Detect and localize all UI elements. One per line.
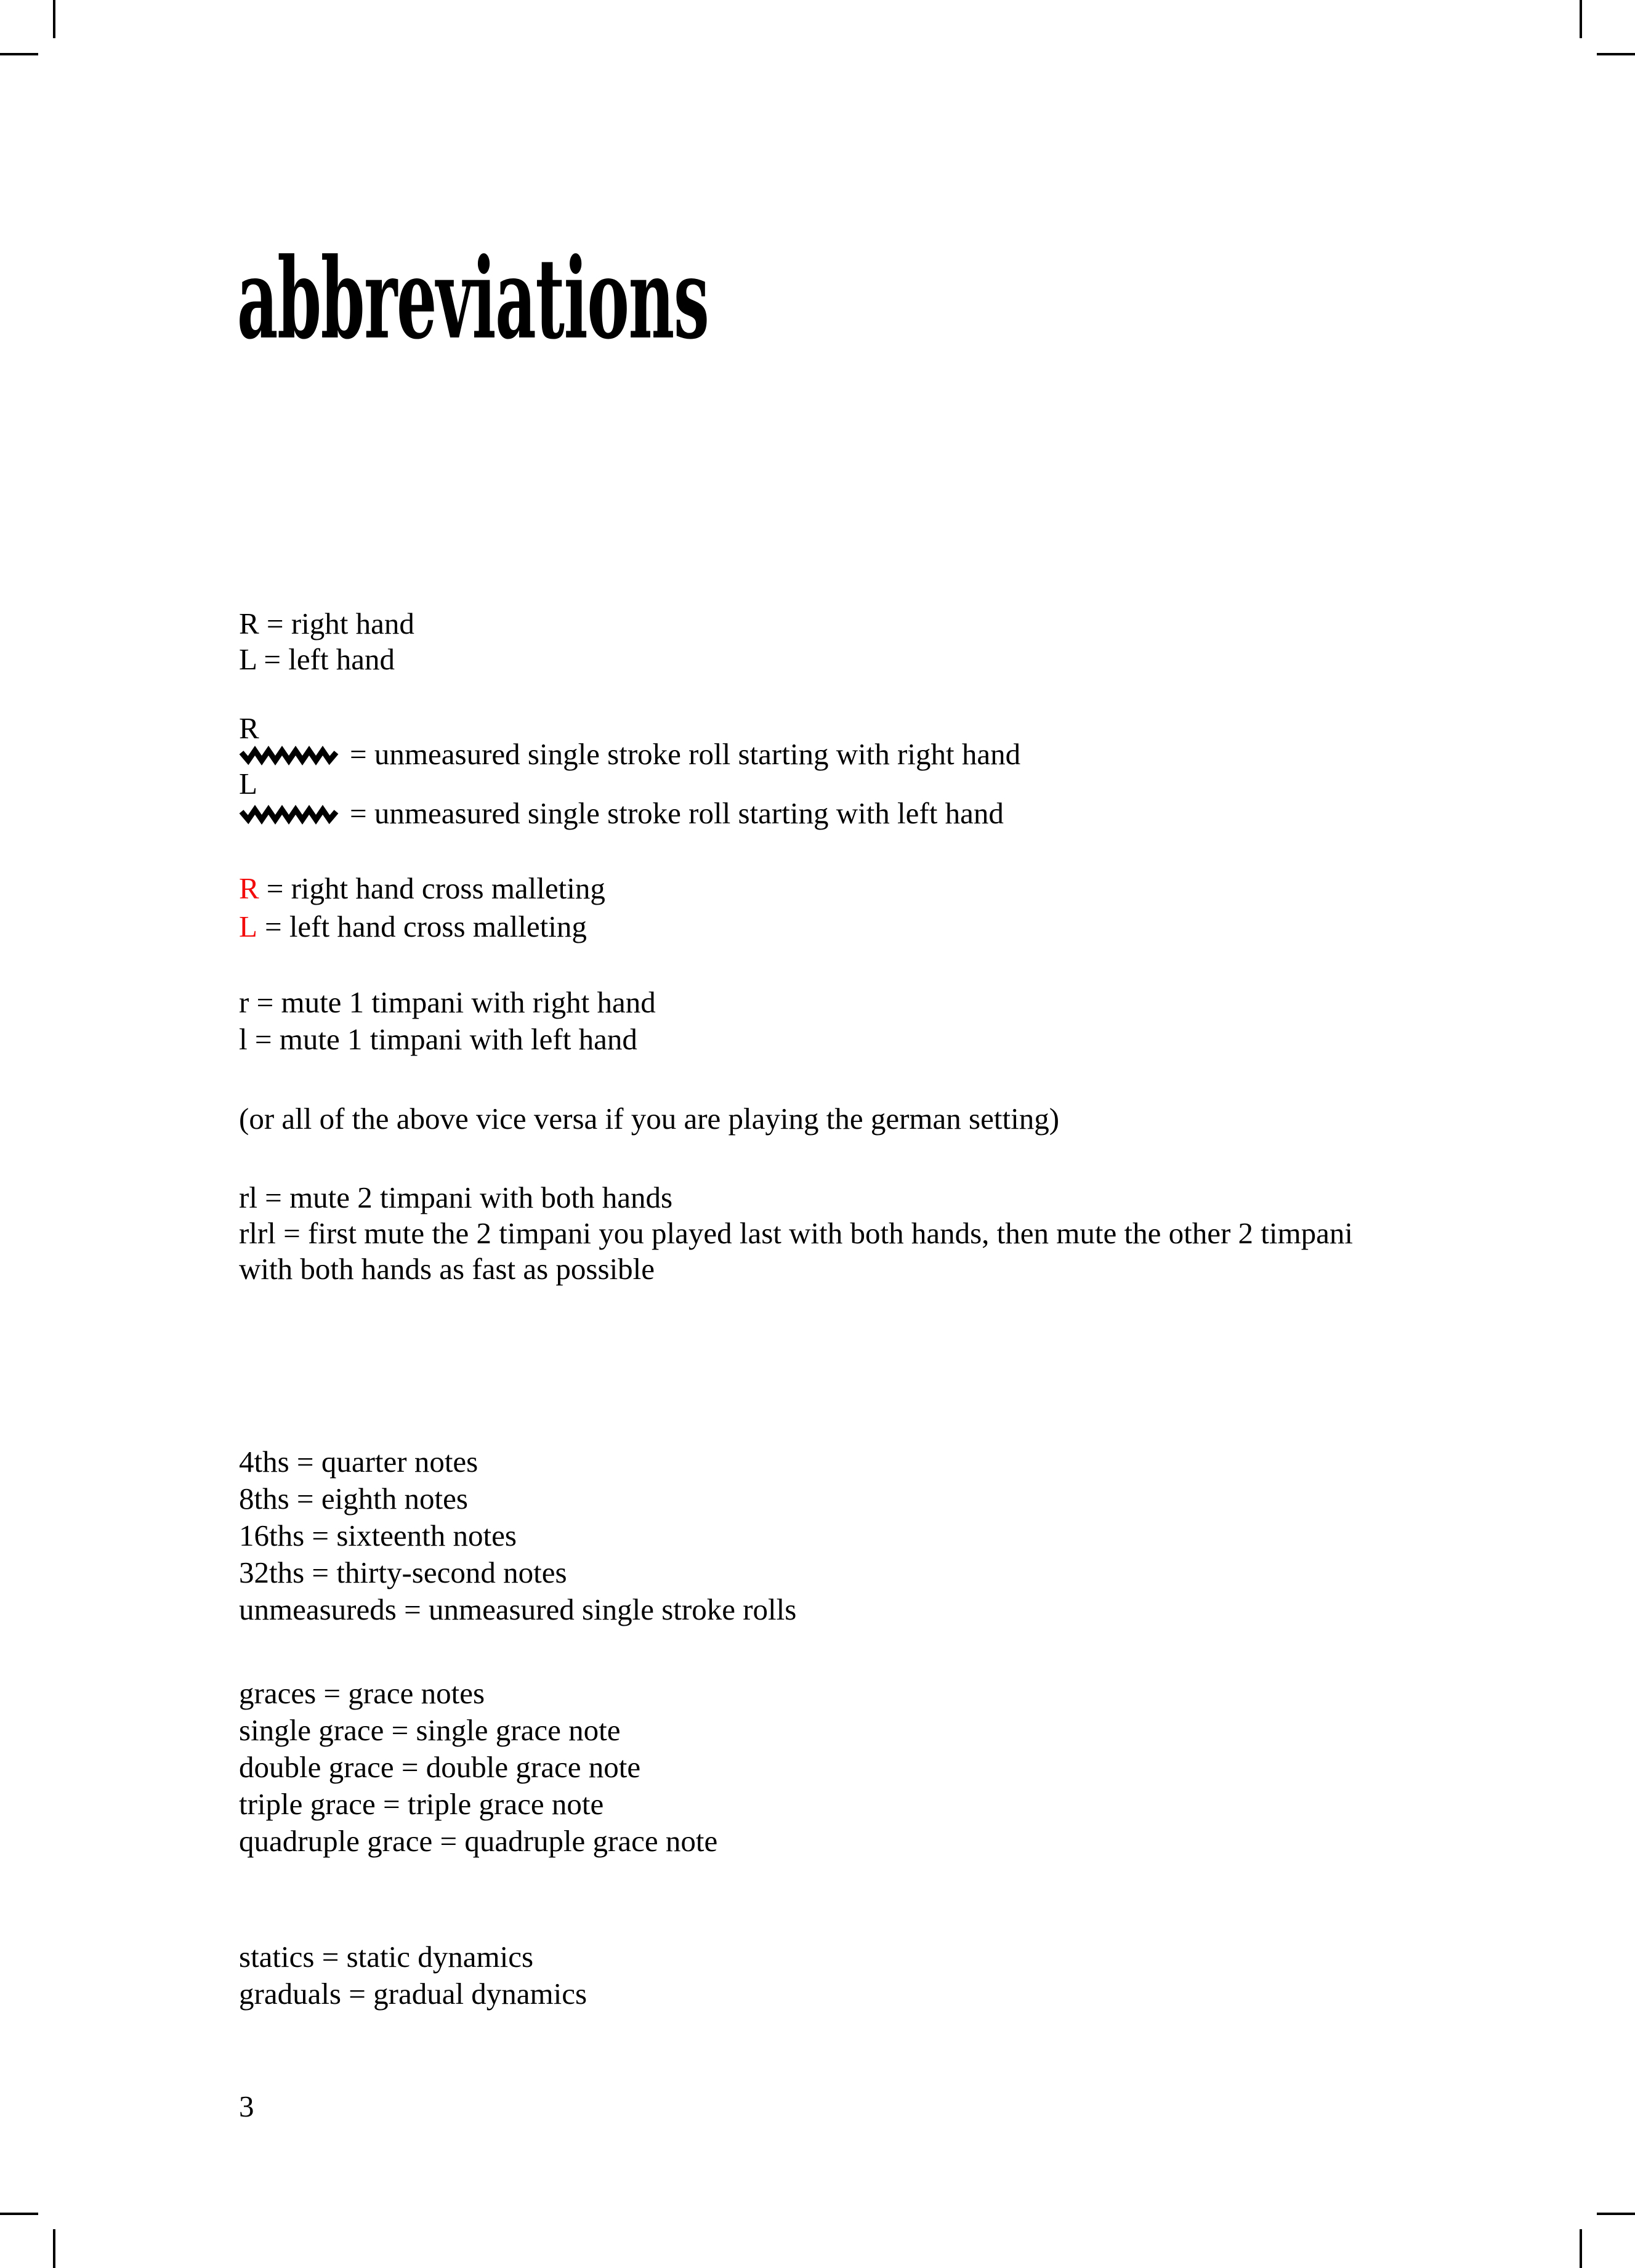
section-mute-single bbox=[239, 984, 656, 1058]
page-title: abbreviations bbox=[237, 234, 709, 364]
definition-line-continuation: with both hands as fast as possible bbox=[239, 1252, 655, 1286]
unmeasured-roll-zigzag-icon bbox=[239, 804, 339, 825]
definition-line: unmeasureds = unmeasured single stroke rolls bbox=[239, 1592, 797, 1626]
crop-mark-bottom-right-vertical bbox=[1580, 2229, 1582, 2268]
cross-mallet-letter-red: R bbox=[239, 871, 259, 905]
section-hands bbox=[239, 606, 414, 677]
definition-line: triple grace = triple grace note bbox=[239, 1787, 604, 1821]
definition-line: 8ths = eighth notes bbox=[239, 1482, 468, 1515]
definition-line: 16ths = sixteenth notes bbox=[239, 1519, 517, 1552]
definition-line: r = mute 1 timpani with right hand bbox=[239, 985, 656, 1019]
crop-mark-top-left-horizontal bbox=[0, 53, 38, 55]
definition-line bbox=[239, 908, 605, 946]
definition-line: statics = static dynamics bbox=[239, 1940, 534, 1974]
definition-line: graces = grace notes bbox=[239, 1676, 485, 1710]
definition-line bbox=[239, 870, 605, 908]
definition-line: single grace = single grace note bbox=[239, 1713, 621, 1747]
definition-line: 32ths = thirty-second notes bbox=[239, 1556, 567, 1589]
definition-line: rl = mute 2 timpani with both hands bbox=[239, 1180, 673, 1214]
section-german-note bbox=[239, 1101, 1059, 1137]
definition-line: = unmeasured single stroke roll starting with left hand bbox=[350, 796, 1004, 830]
section-graces bbox=[239, 1675, 717, 1860]
definition-text: = left hand cross malleting bbox=[264, 910, 587, 943]
unmeasured-roll-zigzag-icon bbox=[239, 745, 339, 766]
definition-text: = right hand cross malleting bbox=[266, 871, 605, 905]
section-dynamics bbox=[239, 1939, 587, 2012]
cross-mallet-letter-red: L bbox=[239, 910, 257, 943]
crop-mark-top-right-vertical bbox=[1580, 0, 1582, 38]
roll-hand-letter: R bbox=[239, 711, 259, 745]
section-cross-malleting bbox=[239, 870, 605, 946]
crop-mark-top-left-vertical bbox=[53, 0, 55, 38]
definition-line: l = mute 1 timpani with left hand bbox=[239, 1022, 637, 1056]
definition-line: graduals = gradual dynamics bbox=[239, 1977, 587, 2011]
page-number: 3 bbox=[239, 2089, 254, 2123]
crop-mark-bottom-right-horizontal bbox=[1597, 2213, 1635, 2215]
definition-line: L = left hand bbox=[239, 642, 395, 676]
definition-line: quadruple grace = quadruple grace note bbox=[239, 1824, 718, 1858]
definition-line: 4ths = quarter notes bbox=[239, 1445, 478, 1479]
crop-mark-bottom-left-horizontal bbox=[0, 2213, 38, 2215]
definition-line: double grace = double grace note bbox=[239, 1750, 641, 1784]
section-note-values bbox=[239, 1443, 796, 1628]
definition-line: rlrl = first mute the 2 timpani you played last with both hands, then mute the other 2 timpani bbox=[239, 1216, 1354, 1250]
roll-hand-letter: L bbox=[239, 767, 257, 801]
roll-definition-left bbox=[239, 796, 1004, 831]
note-line: (or all of the above vice versa if you are playing the german setting) bbox=[239, 1102, 1060, 1136]
section-mute-double bbox=[239, 1180, 1353, 1287]
crop-mark-top-right-horizontal bbox=[1597, 53, 1635, 55]
roll-definition-right bbox=[239, 736, 1020, 772]
definition-line: R = right hand bbox=[239, 607, 414, 640]
definition-line: = unmeasured single stroke roll starting with right hand bbox=[350, 737, 1021, 771]
crop-mark-bottom-left-vertical bbox=[53, 2229, 55, 2268]
